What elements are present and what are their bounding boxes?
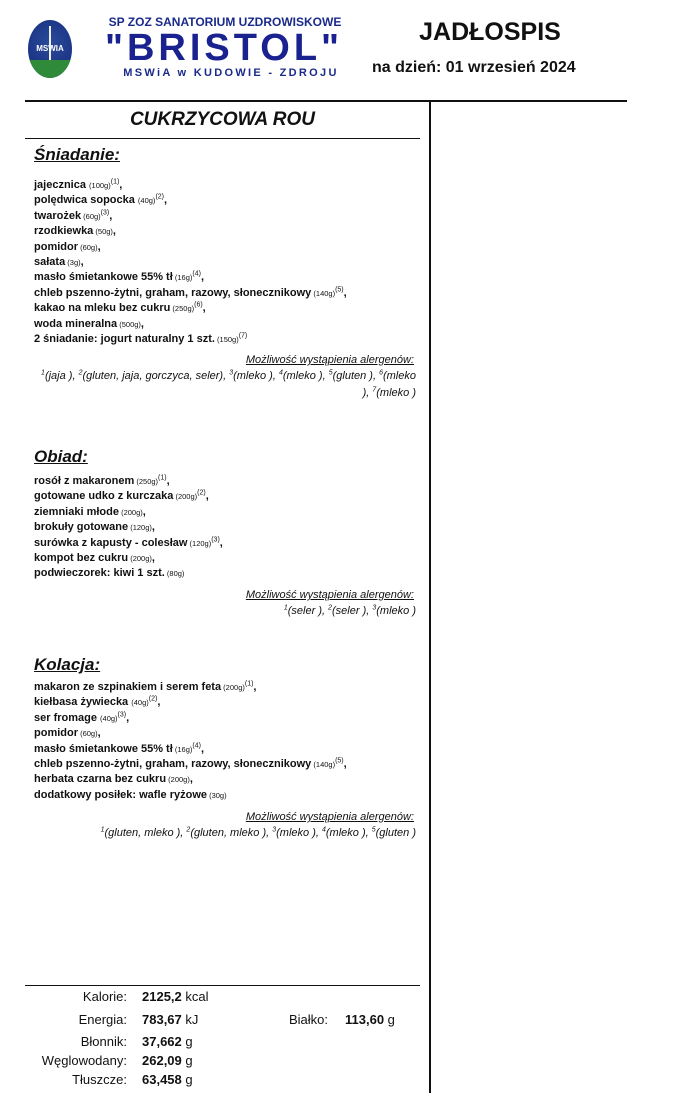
meal-heading: Kolacja: bbox=[34, 655, 101, 674]
header-divider bbox=[25, 100, 627, 102]
item-name: brokuły gotowane bbox=[34, 521, 129, 534]
allergen-number: 4 bbox=[278, 369, 283, 377]
org-line3: MSWiA w KUDOWIE - ZDROJU bbox=[123, 67, 339, 79]
item-separator: , bbox=[157, 696, 161, 709]
org-line1: SP ZOZ SANATORIUM UZDROWISKOWE bbox=[108, 15, 342, 29]
item-amount: (50g) bbox=[93, 227, 113, 237]
item-separator: , bbox=[164, 194, 168, 207]
item-name: jajecznica bbox=[34, 179, 90, 191]
allergen-list bbox=[40, 825, 416, 842]
item-name: ser fromage bbox=[34, 711, 101, 724]
nutrition-unit: g bbox=[185, 1053, 193, 1068]
allergen-ref: (4) bbox=[192, 741, 201, 749]
allergen-ref: (2) bbox=[197, 489, 206, 497]
nutrition-weglowodany bbox=[28, 1053, 208, 1069]
allergen-heading: Możliwość wystąpienia alergenów: bbox=[245, 811, 414, 823]
logo-grass bbox=[28, 60, 72, 78]
meal-items bbox=[34, 178, 347, 347]
nutrition-label: Tłuszcze: bbox=[72, 1072, 127, 1087]
item-separator: , bbox=[343, 757, 347, 770]
menu-item bbox=[34, 726, 347, 741]
item-name: gotowane udko z kurczaka bbox=[34, 490, 174, 503]
nutrition-value: 37,662 bbox=[142, 1034, 182, 1049]
menu-item bbox=[34, 520, 223, 535]
menu-item bbox=[34, 301, 347, 316]
menu-item bbox=[34, 178, 347, 193]
allergen-heading: Możliwość wystąpienia alergenów: bbox=[245, 354, 414, 366]
menu-item bbox=[34, 505, 223, 520]
item-separator: , bbox=[97, 240, 101, 253]
item-amount: (250g) bbox=[170, 304, 195, 314]
item-amount: (100g) bbox=[89, 181, 111, 190]
allergen-text: (mleko ), bbox=[233, 370, 279, 382]
allergen-number: 6 bbox=[379, 369, 383, 377]
item-separator: , bbox=[205, 490, 209, 503]
item-name: twarożek bbox=[34, 209, 82, 222]
menu-item bbox=[34, 489, 223, 504]
allergen-text: (mleko ), bbox=[362, 370, 416, 399]
item-amount: (40g) bbox=[100, 713, 118, 723]
item-name: kompot bez cukru bbox=[34, 551, 129, 564]
allergen-ref: (5) bbox=[335, 286, 344, 294]
allergen-number: 2 bbox=[186, 826, 191, 834]
nutrition-tluszcze bbox=[28, 1072, 208, 1088]
item-amount: (80g) bbox=[164, 569, 185, 579]
item-amount: (3g) bbox=[65, 257, 81, 267]
menu-item bbox=[34, 711, 347, 726]
nutrition-label: Kalorie: bbox=[82, 989, 127, 1004]
nutrition-value-wrap bbox=[142, 1072, 193, 1088]
nutrition-kalorie bbox=[28, 989, 208, 1005]
allergen-text: (gluten, mleko ), bbox=[104, 827, 187, 839]
allergen-text: (seler ), bbox=[332, 605, 373, 617]
item-separator: , bbox=[189, 773, 193, 786]
allergen-ref: (5) bbox=[335, 757, 344, 765]
allergen-text: (seler ), bbox=[287, 605, 329, 617]
menu-item bbox=[34, 209, 347, 224]
allergen-number: 1 bbox=[41, 369, 45, 377]
item-separator: , bbox=[119, 179, 123, 191]
nutrition-label: Błonnik: bbox=[80, 1034, 127, 1049]
logo-text: MSWIA bbox=[36, 44, 64, 53]
item-name: 2 śniadanie: jogurt naturalny 1 szt. bbox=[34, 332, 215, 345]
nutrition-unit: kJ bbox=[185, 1012, 199, 1027]
menu-item bbox=[34, 695, 347, 710]
item-separator: , bbox=[112, 225, 116, 238]
allergen-text: (gluten, jaja, gorczyca, seler), bbox=[82, 370, 230, 382]
item-name: chleb pszenno-żytni, graham, razowy, słonecznikowy bbox=[34, 757, 312, 770]
item-separator: , bbox=[219, 536, 223, 549]
menu-item bbox=[34, 193, 347, 208]
title-divider bbox=[25, 138, 420, 139]
item-amount: (500g) bbox=[117, 319, 141, 329]
allergen-text: (jaja ), bbox=[44, 370, 79, 382]
diet-name: CUKRZYCOWA ROU bbox=[129, 109, 316, 130]
item-name: herbata czarna bez cukru bbox=[34, 773, 167, 786]
allergen-text: (gluten ), bbox=[332, 370, 380, 382]
allergen-number: 2 bbox=[328, 604, 333, 612]
nutrition-label: Energia: bbox=[78, 1012, 127, 1027]
allergen-ref: (2) bbox=[148, 695, 158, 703]
item-name: sałata bbox=[34, 255, 66, 268]
nutrition-value-wrap bbox=[142, 989, 209, 1005]
allergen-text: (mleko ), bbox=[282, 370, 329, 382]
item-amount: (120g) bbox=[128, 523, 152, 533]
nutrition-unit: kcal bbox=[185, 989, 209, 1004]
nutrition-unit: g bbox=[185, 1072, 193, 1087]
item-amount: (120g) bbox=[187, 538, 212, 548]
item-separator: , bbox=[253, 681, 257, 693]
allergen-number: 3 bbox=[272, 826, 277, 834]
menu-item bbox=[34, 474, 223, 489]
item-amount: (40g) bbox=[131, 698, 149, 708]
menu-item bbox=[34, 788, 347, 803]
nutrition-energia bbox=[28, 1012, 208, 1028]
item-name: pomidor bbox=[34, 240, 78, 253]
item-name: podwieczorek: kiwi 1 szt. bbox=[34, 567, 165, 580]
menu-item bbox=[34, 224, 347, 239]
allergen-ref: (1) bbox=[244, 680, 254, 688]
item-name: kakao na mleku bez cukru bbox=[34, 302, 171, 315]
item-name: masło śmietankowe 55% tł bbox=[34, 271, 173, 284]
item-separator: , bbox=[126, 711, 130, 724]
item-amount: (250g) bbox=[134, 477, 159, 486]
nutrition-value-wrap bbox=[142, 1053, 193, 1069]
allergen-number: 2 bbox=[78, 369, 83, 377]
sanatorium-logo bbox=[28, 20, 72, 78]
allergen-text: (gluten ) bbox=[375, 827, 416, 839]
allergen-ref: (1) bbox=[158, 474, 167, 482]
allergen-ref: (6) bbox=[194, 301, 203, 309]
nutrition-blonnik bbox=[28, 1034, 208, 1050]
meal-items bbox=[34, 474, 223, 582]
item-amount: (140g) bbox=[311, 288, 336, 298]
allergen-number: 3 bbox=[372, 604, 377, 612]
item-separator: , bbox=[97, 727, 101, 740]
allergen-text: (mleko ) bbox=[376, 605, 416, 617]
menu-item bbox=[34, 742, 347, 757]
column-divider bbox=[429, 100, 431, 1093]
allergen-text: (mleko ) bbox=[376, 387, 416, 399]
nutrition-value: 113,60 bbox=[345, 1012, 385, 1027]
allergen-ref: (4) bbox=[192, 270, 201, 278]
menu-item bbox=[34, 317, 347, 332]
item-separator: , bbox=[140, 317, 144, 330]
item-amount: (60g) bbox=[78, 242, 98, 252]
nutrition-unit: g bbox=[185, 1034, 193, 1049]
item-name: dodatkowy posiłek: wafle ryżowe bbox=[34, 788, 207, 801]
menu-item bbox=[34, 332, 347, 347]
nutrition-unit: g bbox=[387, 1012, 395, 1027]
allergen-list bbox=[40, 603, 416, 620]
allergen-number: 4 bbox=[321, 826, 326, 834]
item-name: rosół z makaronem bbox=[34, 475, 135, 487]
nutrition-value-wrap bbox=[142, 1034, 193, 1050]
page-title: JADŁOSPIS bbox=[419, 18, 561, 46]
item-separator: , bbox=[202, 302, 206, 315]
item-name: surówka z kapusty - colesław bbox=[34, 536, 188, 549]
item-separator: , bbox=[142, 505, 146, 518]
allergen-ref: (3) bbox=[211, 535, 220, 543]
item-name: chleb pszenno-żytni, graham, razowy, słonecznikowy bbox=[34, 286, 312, 299]
allergen-ref: (1) bbox=[110, 178, 120, 186]
item-separator: , bbox=[80, 255, 84, 268]
item-amount: (16g) bbox=[172, 744, 193, 754]
item-amount: (200g) bbox=[118, 507, 143, 517]
item-amount: (200g) bbox=[221, 683, 245, 692]
allergen-number: 5 bbox=[371, 826, 376, 834]
item-name: woda mineralna bbox=[34, 317, 118, 330]
allergen-number: 3 bbox=[229, 369, 234, 377]
item-name: ziemniaki młode bbox=[34, 505, 119, 518]
allergen-number: 1 bbox=[283, 604, 288, 612]
menu-item bbox=[34, 772, 347, 787]
nutrition-value: 783,67 bbox=[142, 1012, 182, 1027]
nutrition-value: 63,458 bbox=[142, 1072, 182, 1087]
item-name: rzodkiewka bbox=[34, 225, 94, 238]
item-separator: , bbox=[151, 551, 155, 564]
item-amount: (200g) bbox=[128, 553, 152, 563]
allergen-number: 1 bbox=[100, 826, 105, 834]
meal-heading: Śniadanie: bbox=[34, 145, 120, 164]
allergen-number: 5 bbox=[328, 369, 333, 377]
nutrition-label: Białko: bbox=[288, 1012, 328, 1027]
allergen-ref: (7) bbox=[238, 332, 248, 340]
item-amount: (200g) bbox=[173, 492, 198, 502]
menu-item bbox=[34, 757, 347, 772]
menu-item bbox=[34, 536, 223, 551]
item-amount: (16g) bbox=[172, 273, 193, 283]
item-separator: , bbox=[200, 271, 204, 284]
nutrition-bialko bbox=[243, 1012, 423, 1028]
org-name: "BRISTOL" bbox=[104, 27, 344, 69]
meal-heading: Obiad: bbox=[34, 447, 88, 466]
allergen-number: 7 bbox=[372, 386, 377, 394]
item-amount: (200g) bbox=[166, 775, 190, 785]
item-amount: (140g) bbox=[311, 759, 336, 769]
allergen-ref: (2) bbox=[155, 193, 164, 201]
allergen-ref: (3) bbox=[100, 209, 110, 217]
nutrition-divider bbox=[25, 985, 420, 986]
menu-date: na dzień: 01 wrzesień 2024 bbox=[372, 59, 576, 76]
item-separator: , bbox=[109, 209, 113, 222]
menu-item bbox=[34, 680, 347, 695]
nutrition-label: Węglowodany: bbox=[41, 1053, 127, 1068]
allergen-text: (mleko ), bbox=[276, 827, 322, 839]
item-amount: (30g) bbox=[207, 790, 227, 800]
nutrition-value-wrap bbox=[142, 1012, 198, 1028]
menu-item bbox=[34, 566, 223, 581]
nutrition-value: 2125,2 bbox=[142, 989, 182, 1004]
item-name: polędwica sopocka bbox=[34, 194, 138, 207]
item-separator: , bbox=[200, 742, 204, 755]
menu-item bbox=[34, 270, 347, 285]
item-amount: (60g) bbox=[78, 729, 98, 739]
item-separator: , bbox=[151, 521, 155, 534]
item-amount: (40g) bbox=[137, 196, 156, 206]
nutrition-value: 262,09 bbox=[142, 1053, 182, 1068]
menu-item bbox=[34, 255, 347, 270]
item-separator: , bbox=[343, 286, 347, 299]
item-name: pomidor bbox=[34, 727, 78, 740]
item-amount: (60g) bbox=[81, 211, 101, 221]
item-name: kiełbasa żywiecka bbox=[34, 696, 132, 709]
menu-item bbox=[34, 240, 347, 255]
item-separator: , bbox=[166, 475, 170, 487]
meal-items bbox=[34, 680, 347, 803]
allergen-ref: (3) bbox=[117, 711, 127, 719]
allergen-text: (mleko ), bbox=[325, 827, 372, 839]
item-amount: (150g) bbox=[214, 334, 239, 344]
allergen-list bbox=[40, 368, 416, 402]
item-name: masło śmietankowe 55% tł bbox=[34, 742, 173, 755]
allergen-heading: Możliwość wystąpienia alergenów: bbox=[245, 589, 414, 601]
allergen-text: (gluten, mleko ), bbox=[190, 827, 273, 839]
nutrition-value-wrap bbox=[345, 1012, 395, 1028]
menu-item bbox=[34, 551, 223, 566]
item-name: makaron ze szpinakiem i serem feta bbox=[34, 681, 222, 693]
menu-item bbox=[34, 286, 347, 301]
